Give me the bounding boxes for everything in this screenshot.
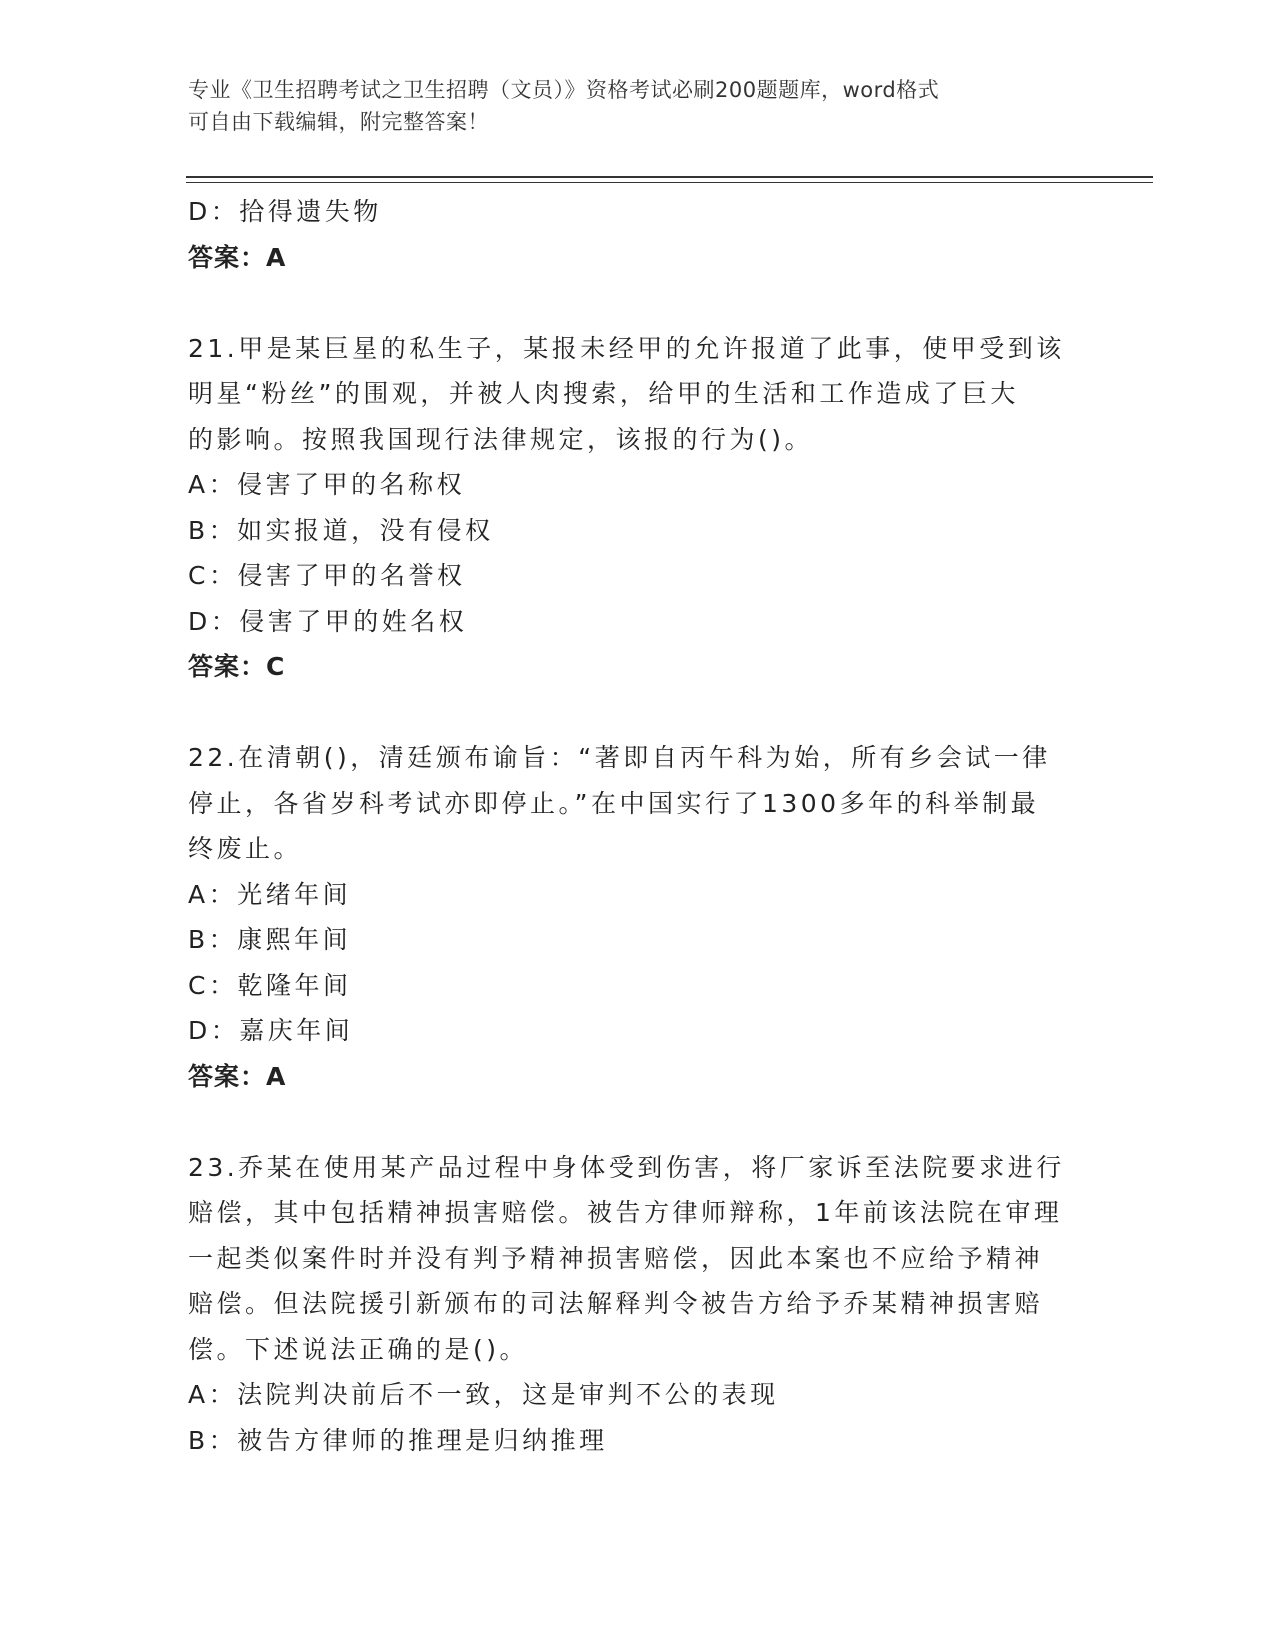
question-22-stem-line-3: 终废止。	[188, 834, 303, 863]
question-22-answer: 答案：A	[188, 1061, 287, 1091]
question-21-stem-line-3: 的影响。按照我国现行法律规定，该报的行为()。	[188, 424, 814, 454]
spacer	[188, 280, 1088, 326]
question-22-option-a: A：光绪年间	[188, 879, 352, 909]
question-22-option-d: D：嘉庆年间	[188, 1016, 354, 1045]
question-22	[188, 735, 1088, 1099]
question-23-stem-line-5: 偿。下述说法正确的是()。	[188, 1334, 529, 1364]
question-23-option-b: B：被告方律师的推理是归纳推理	[188, 1425, 608, 1455]
question-22-stem-line-1: 22.在清朝()，清廷颁布谕旨：“著即自丙午科为始，所有乡会试一律	[188, 743, 1051, 772]
header-line-1: 专业《卫生招聘考试之卫生招聘（文员）》资格考试必刷200题题库，word格式	[188, 78, 940, 102]
question-21-option-a: A：侵害了甲的名称权	[188, 470, 466, 499]
question-21-option-b: B：如实报道，没有侵权	[188, 515, 494, 545]
document-header	[188, 74, 1068, 138]
question-21	[188, 326, 1088, 690]
question-23-stem-line-3: 一起类似案件时并没有判予精神损害赔偿，因此本案也不应给予精神	[188, 1243, 1044, 1273]
spacer	[188, 1099, 1088, 1145]
spacer	[188, 690, 1088, 736]
question-21-option-d: D：侵害了甲的姓名权	[188, 606, 468, 636]
question-content	[188, 189, 1088, 1463]
question-21-answer: 答案：C	[188, 652, 286, 681]
question-22-option-c: C：乾隆年间	[188, 970, 352, 1000]
question-22-stem-line-2: 停止，各省岁科考试亦即停止。”在中国实行了1300多年的科举制最	[188, 788, 1040, 818]
question-21-stem-line-2: 明星“粉丝”的围观，并被人肉搜索，给甲的生活和工作造成了巨大	[188, 379, 1019, 408]
question-21-stem-line-1: 21.甲是某巨星的私生子，某报未经甲的允许报道了此事，使甲受到该	[188, 333, 1065, 363]
prev-answer: 答案：A	[188, 242, 287, 272]
question-23-stem-line-1: 23.乔某在使用某产品过程中身体受到伤害，将厂家诉至法院要求进行	[188, 1152, 1065, 1182]
prev-option-d: D：拾得遗失物	[188, 197, 382, 226]
question-22-option-b: B：康熙年间	[188, 925, 352, 954]
question-23	[188, 1145, 1088, 1464]
question-23-stem-line-2: 赔偿，其中包括精神损害赔偿。被告方律师辩称，1年前该法院在审理	[188, 1198, 1063, 1227]
header-divider-thick	[186, 176, 1153, 178]
question-21-option-c: C：侵害了甲的名誉权	[188, 561, 466, 590]
header-line-2: 可自由下载编辑，附完整答案！	[188, 110, 489, 134]
question-23-option-a: A：法院判决前后不一致，这是审判不公的表现	[188, 1380, 779, 1409]
question-23-stem-line-4: 赔偿。但法院援引新颁布的司法解释判令被告方给予乔某精神损害赔	[188, 1289, 1044, 1318]
header-divider-thin	[186, 182, 1153, 183]
